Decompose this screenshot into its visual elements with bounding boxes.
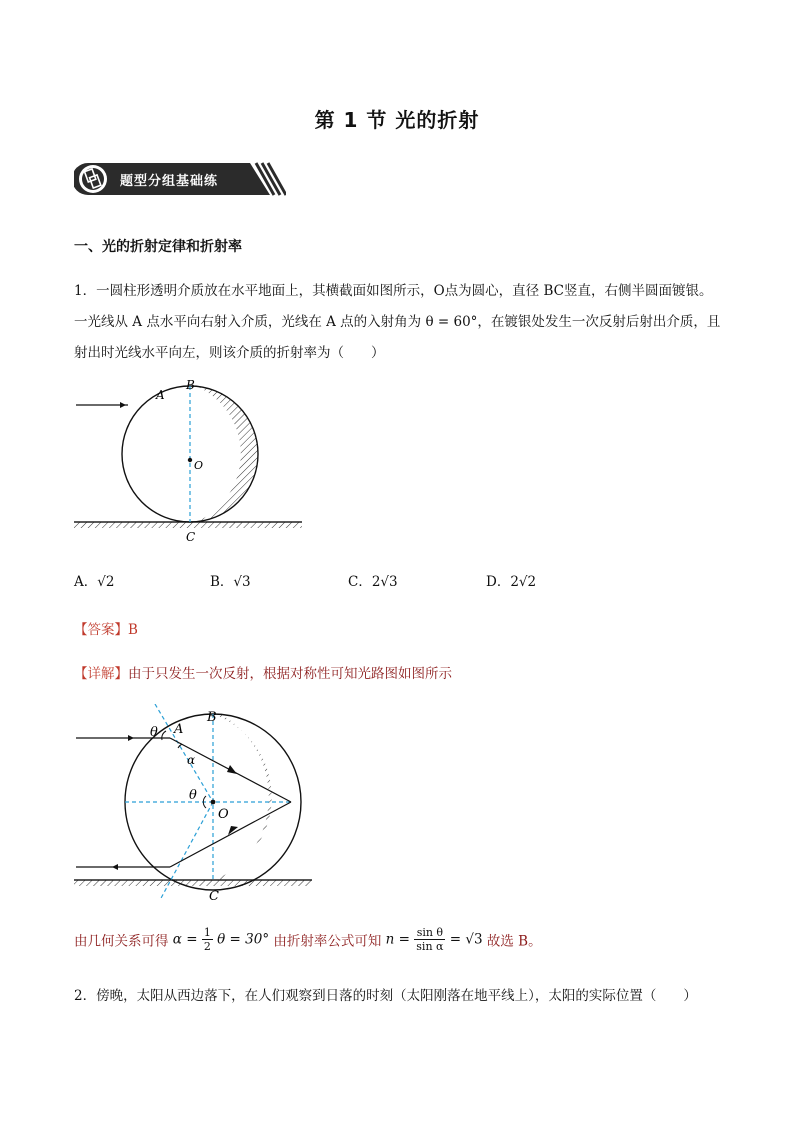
- answer-value: B: [128, 622, 138, 638]
- arrow-head: [120, 402, 126, 408]
- label-theta-1: θ: [150, 725, 158, 740]
- formula-prefix: 由几何关系可得: [74, 933, 169, 950]
- option-c[interactable]: C．2√3: [348, 574, 398, 590]
- exit-arrow: [112, 864, 118, 870]
- detail-line: [74, 662, 452, 682]
- formula-n-eq: n =: [385, 931, 410, 948]
- question-1: [74, 276, 744, 369]
- sin-denominator: sin α: [416, 940, 444, 953]
- label-b-2: B: [207, 710, 217, 725]
- question-1-line-3: 射出时光线水平向左，则该介质的折射率为（ ）: [74, 345, 385, 361]
- formula-sin-fraction: [414, 926, 445, 953]
- banner-label: 题型分组基础练: [120, 174, 219, 189]
- question-2: 2．傍晚，太阳从西边落下，在人们观察到日落的时刻（太阳刚落在地平线上），太阳的实际位置（ ）: [74, 988, 697, 1004]
- page-title: 第 1 节 光的折射: [314, 108, 480, 132]
- ground-hatch-2: [74, 880, 312, 886]
- diagram-1: [70, 376, 310, 551]
- formula-result: = √3: [449, 931, 483, 948]
- question-1-line-1: 1．一圆柱形透明介质放在水平地面上，其横截面如图所示，O点为圆心，直径 BC竖直，右侧半圆面镀银。: [74, 283, 713, 299]
- formula-theta-30: θ = 30°: [217, 931, 270, 948]
- diagram-2: [70, 704, 320, 904]
- question-1-line-2: 一光线从 A 点水平向右射入介质，光线在 A 点的入射角为 θ = 60°，在镀银处发生一次反射后射出介质，且: [74, 314, 721, 330]
- sin-numerator: sin θ: [414, 926, 445, 940]
- ground-hatch: [74, 522, 302, 528]
- formula-suffix: 故选 B。: [486, 933, 542, 950]
- formula-law: 由折射率公式可知: [273, 933, 382, 950]
- silver-hatch-2: [213, 714, 272, 880]
- formula-line: [74, 926, 542, 966]
- formula-half: [202, 926, 213, 953]
- detail-text: 由于只发生一次反射，根据对称性可知光路图如图所示: [128, 666, 452, 682]
- option-d[interactable]: D．2√2: [486, 574, 537, 590]
- silver-hatch: [190, 386, 258, 522]
- label-c-2: C: [209, 889, 219, 904]
- label-b: B: [186, 378, 195, 392]
- center-point-2: [211, 800, 216, 805]
- label-a: A: [156, 388, 165, 402]
- theta-arc-a: [162, 731, 166, 740]
- reflected-ray: [170, 802, 291, 867]
- section-banner: [74, 160, 286, 198]
- half-numerator: 1: [203, 926, 211, 939]
- option-a[interactable]: A．√2: [74, 574, 115, 590]
- label-o-2: O: [218, 807, 229, 822]
- detail-tag: 【详解】: [74, 666, 128, 682]
- label-c: C: [186, 530, 196, 544]
- incident-arrow: [128, 735, 134, 741]
- center-point: [188, 458, 192, 462]
- refracted-arrow: [227, 765, 237, 774]
- label-alpha: α: [187, 753, 196, 767]
- answer-line: [74, 618, 138, 638]
- half-denominator: 2: [203, 940, 211, 953]
- section-heading: 一、光的折射定律和折射率: [74, 239, 242, 255]
- option-b[interactable]: B．√3: [210, 574, 251, 590]
- label-theta-2: θ: [189, 788, 197, 803]
- label-o: O: [194, 459, 204, 472]
- formula-alpha-eq: α =: [172, 931, 198, 948]
- answer-tag: 【答案】: [74, 622, 128, 638]
- label-a-2: A: [174, 722, 184, 737]
